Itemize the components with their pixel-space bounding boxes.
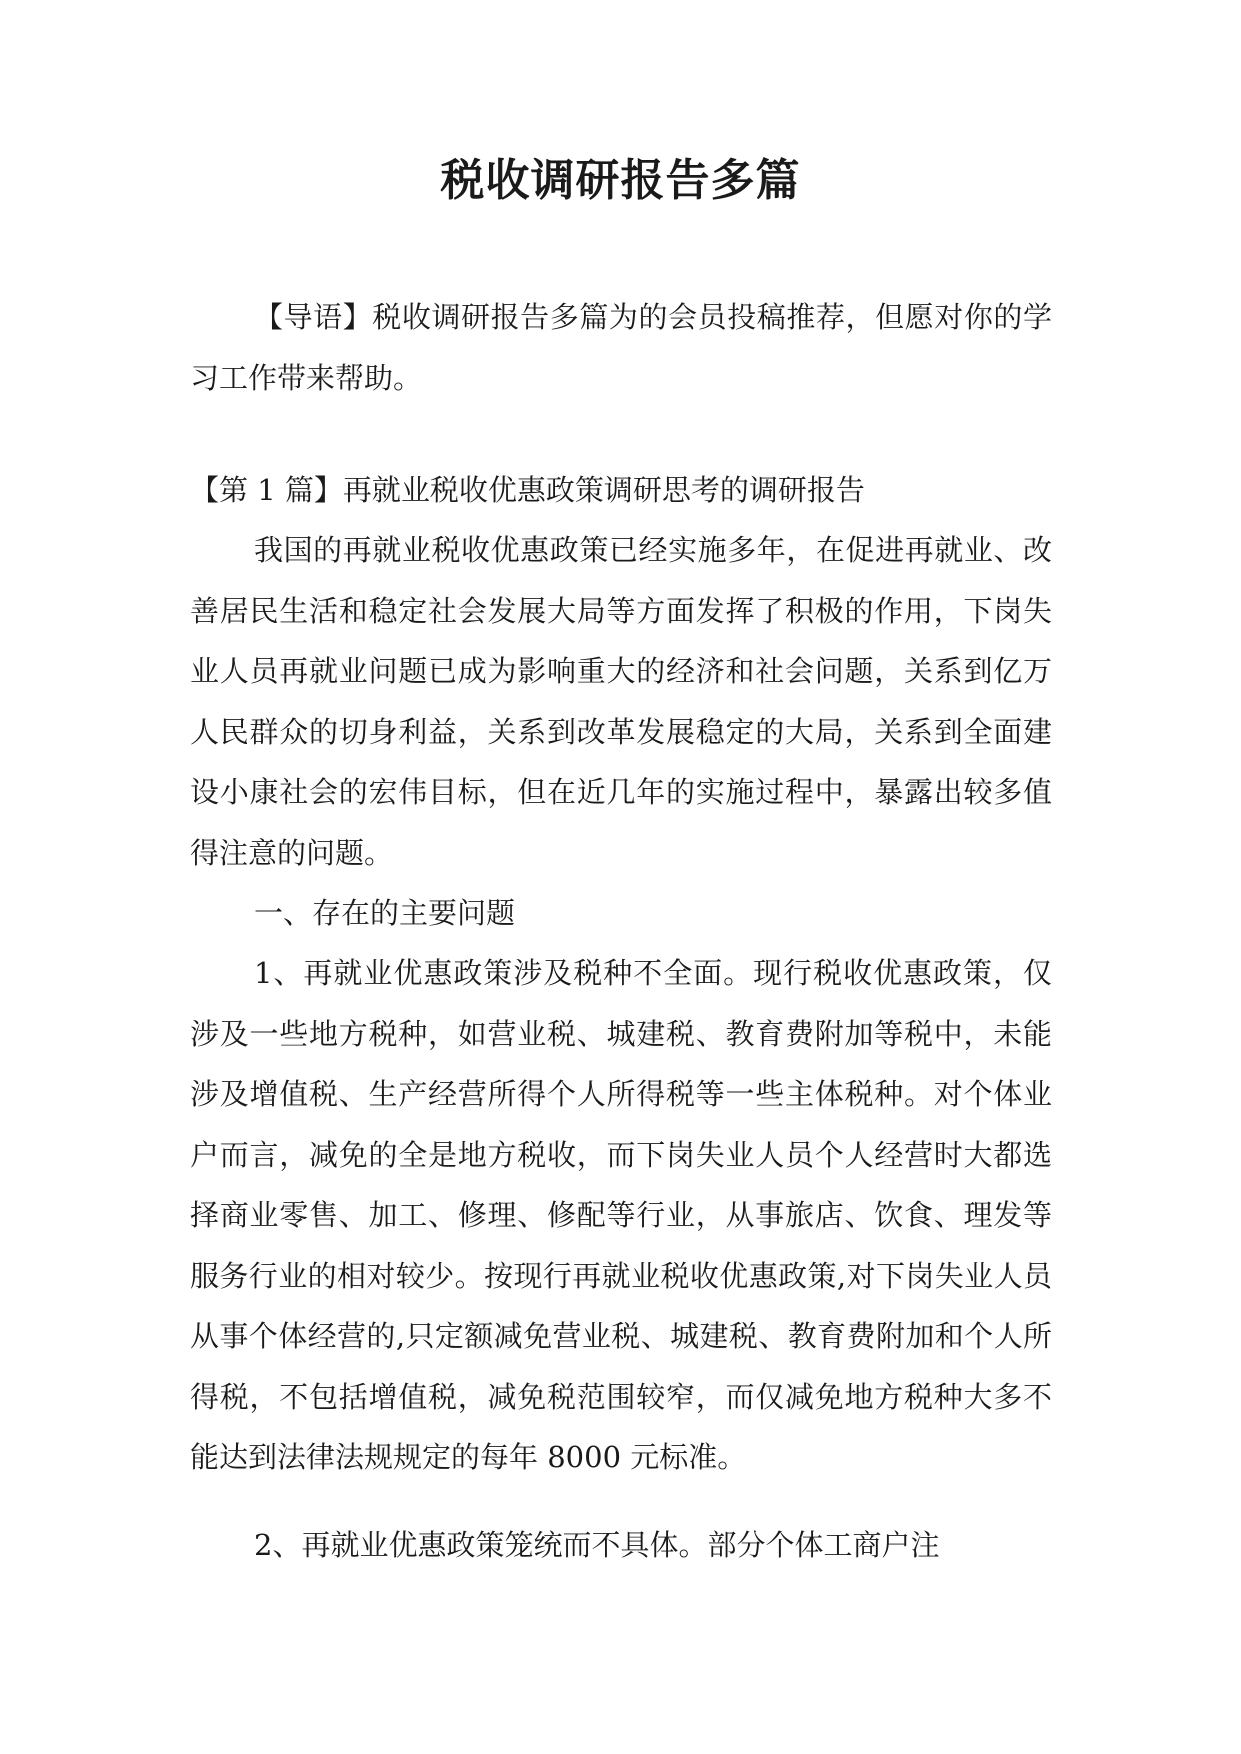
intro-paragraph: 【导语】税收调研报告多篇为的会员投稿推荐，但愿对你的学习工作带来帮助。: [190, 300, 1052, 395]
article-heading: 【第 1 篇】再就业税收优惠政策调研思考的调研报告: [190, 473, 865, 507]
body-paragraph: 我国的再就业税收优惠政策已经实施多年，在促进再就业、改善居民生活和稳定社会发展大局等方面发挥了积极的作用，下岗失业人员再就业问题已成为影响重大的经济和社会问题，关系到亿万人民群众的切身利益，关系到改革发展稳定的大局，关系到全面建设小康社会的宏伟目标，但在近几年的实施过程中，暴露出较多值得注意的问题。: [190, 533, 1052, 870]
list-item-paragraph: 1、再就业优惠政策涉及税种不全面。现行税收优惠政策，仅涉及一些地方税种，如营业税、城建税、教育费附加等税中，未能涉及增值税、生产经营所得个人所得税等一些主体税种。对个体业户而言，减免的全是地方税收，而下岗失业人员个人经营时大都选择商业零售、加工、修理、修配等行业，从事旅店、饮食、理发等服务行业的相对较少。按现行再就业税收优惠政策,对下岗失业人员从事个体经营的,只定额减免营业税、城建税、教育费附加和个人所得税，不包括增值税，减免税范围较窄，而仅减免地方税种大多不能达到法律法规规定的每年 8000 元标准。: [190, 956, 1052, 1474]
document-title: 税收调研报告多篇: [440, 155, 801, 206]
section-heading: 一、存在的主要问题: [254, 896, 516, 930]
list-item-paragraph: 2、再就业优惠政策笼统而不具体。部分个体工商户注: [254, 1528, 940, 1562]
